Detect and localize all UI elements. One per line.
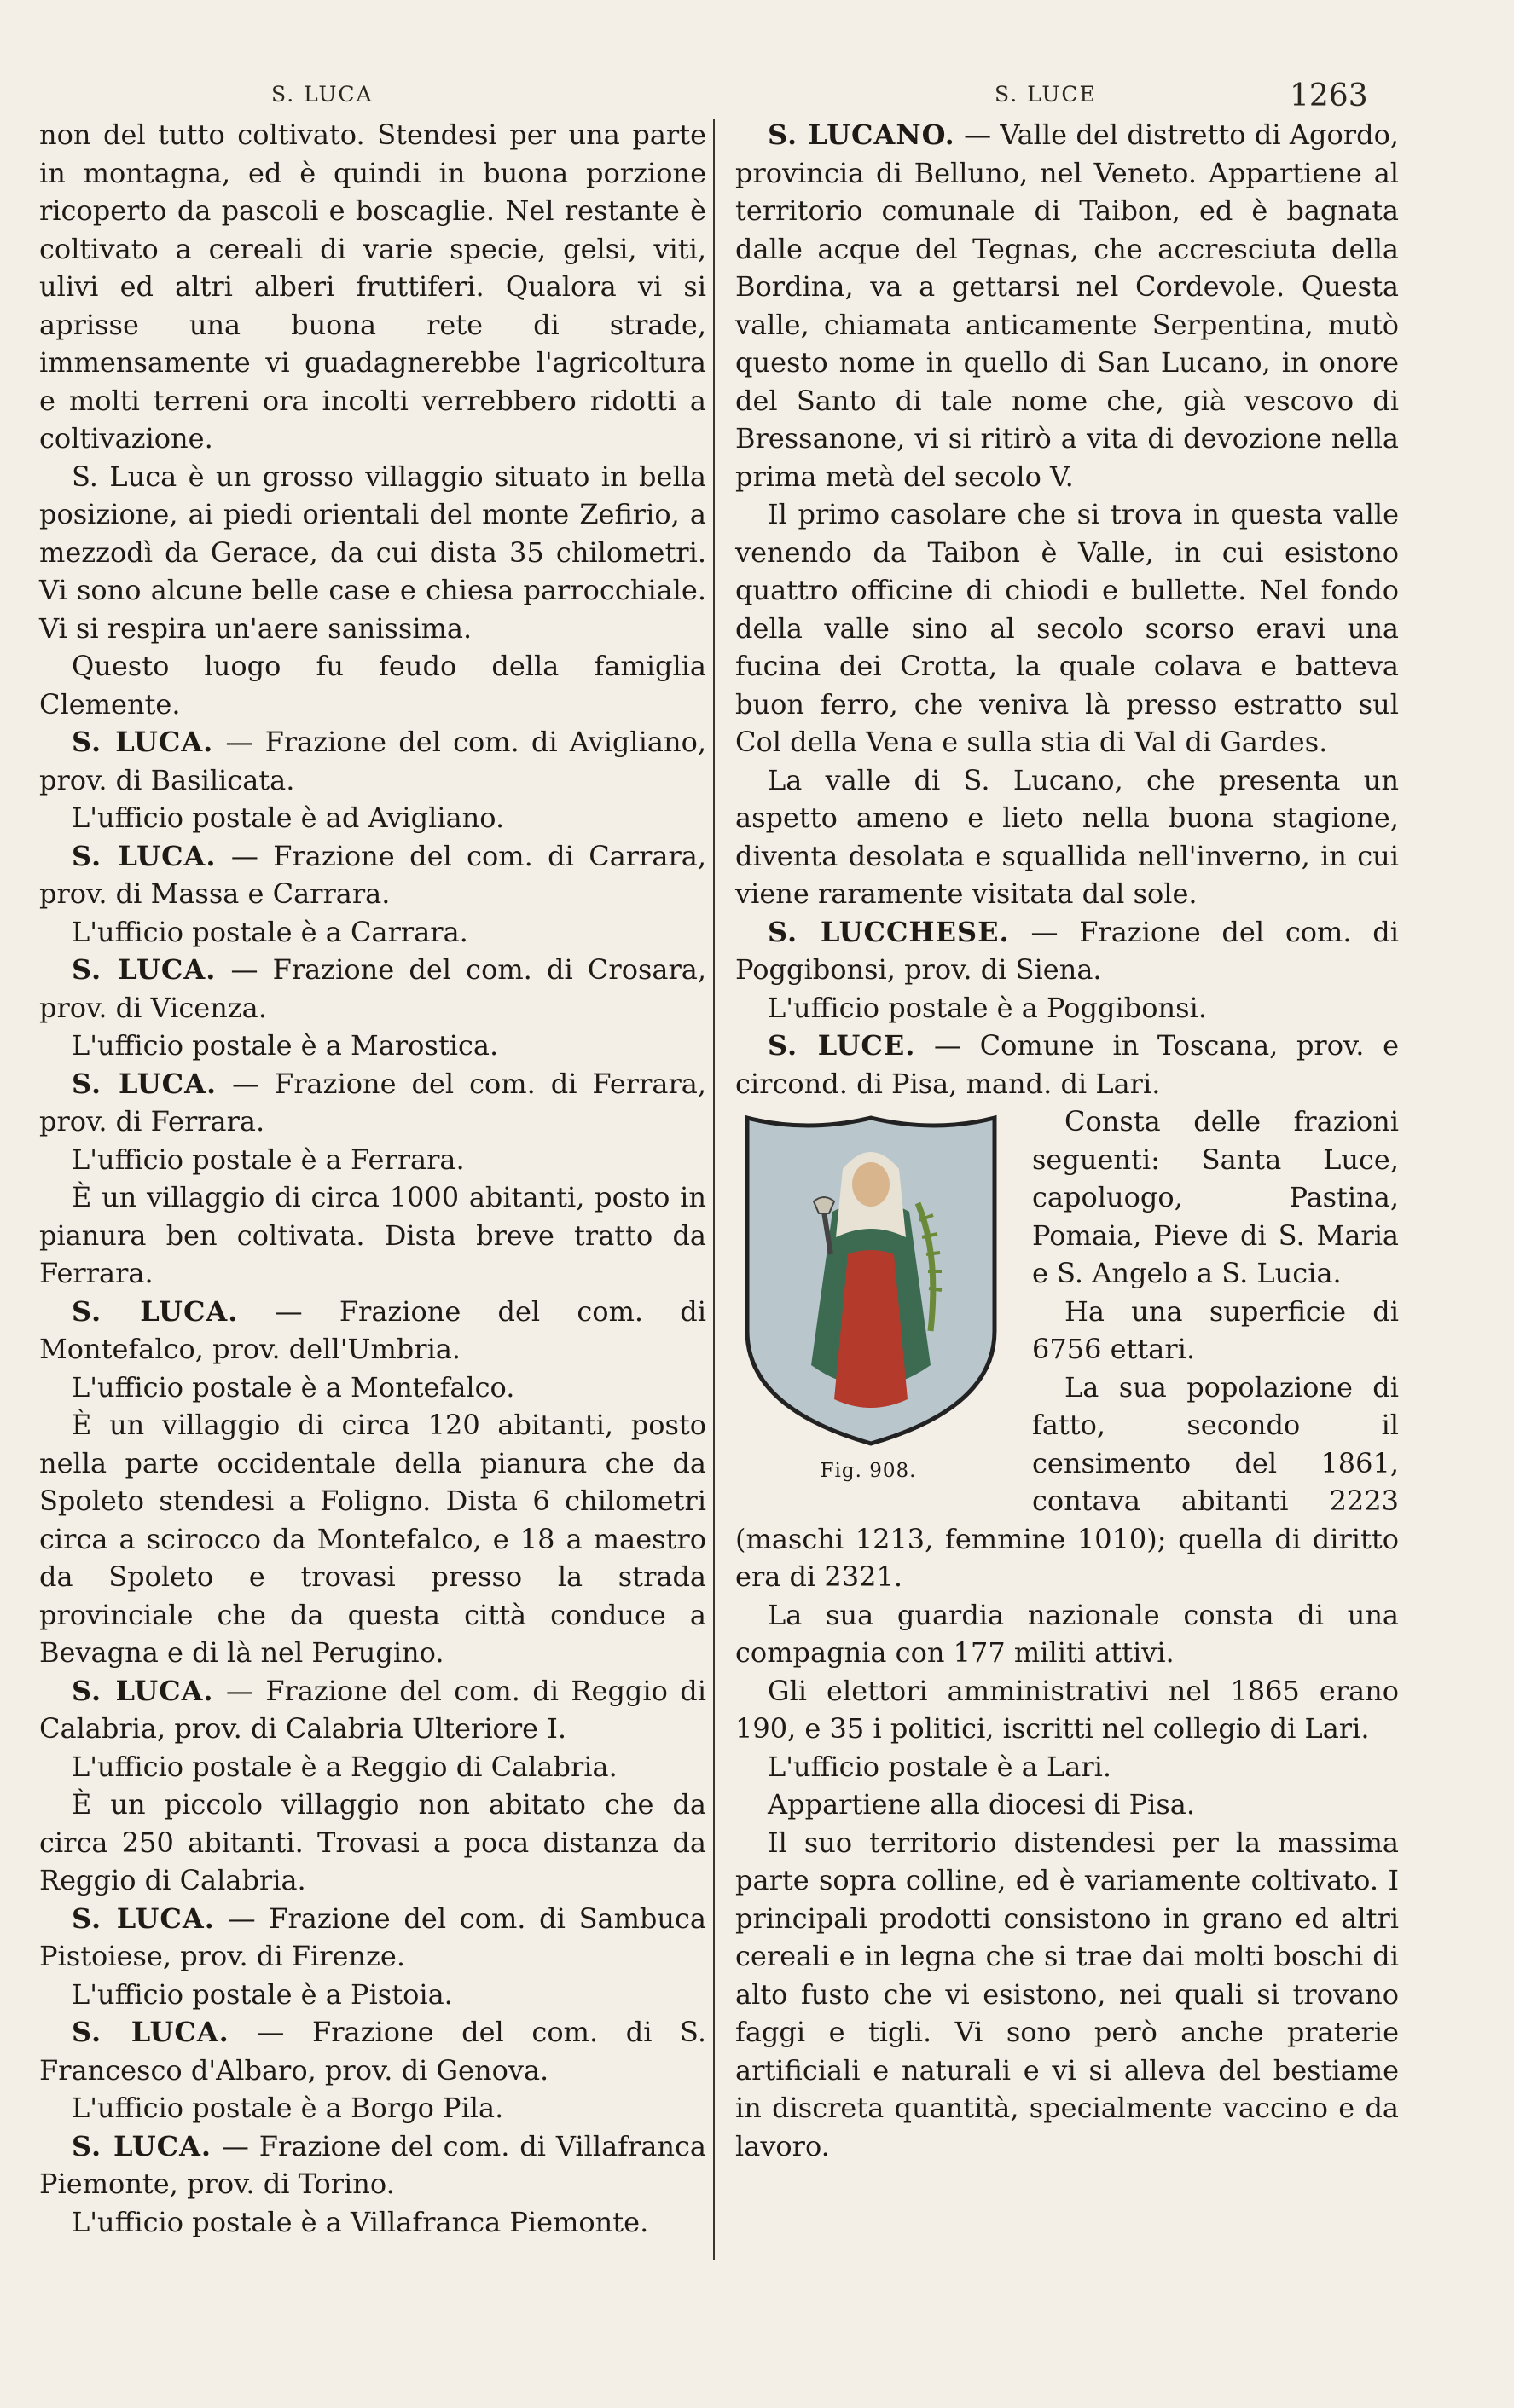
paragraph-text: L'ufficio postale è a Borgo Pila. [72, 2092, 504, 2124]
paragraph-text: È un piccolo villaggio non abitato che da circa 250 abitanti. Trovasi a poca distanza da Reggio di Calabria. [39, 1788, 706, 1896]
paragraph-text: L'ufficio postale è a Villafranca Piemonte. [72, 2205, 649, 2238]
paragraph-text: — Frazione del com. di S. Francesco d'Albaro, prov. di Genova. [39, 2016, 707, 2087]
entry-paragraph [39, 1672, 706, 1748]
paragraph-text: Il suo territorio distendesi per la massima parte sopra colline, ed è variamente coltivato. I principali prodotti consistono in grano ed altri cereali e in legna che si trae dai molti boschi di alto fusto che vi esistono, nei quali si trovano faggi e tigli. Vi sono però anche praterie artificiali e naturali e vi si alleva del bestiame in discreta quantità, specialmente vaccino e da lavoro. [735, 1826, 1399, 2162]
paragraph-text: — Frazione del com. di Carrara, prov. di Massa e Carrara. [39, 839, 707, 910]
paragraph-text: — Frazione del com. di Villafranca Piemonte, prov. di Torino. [39, 2129, 707, 2200]
paragraph-text: La sua guardia nazionale consta di una compagnia con 177 militi attivi. [735, 1598, 1399, 1669]
right-column [735, 116, 1399, 2165]
right-column-bottom-entries [735, 1596, 1399, 2166]
entry-headword: S. LUCANO. [768, 119, 955, 151]
text-paragraph [39, 1027, 706, 1065]
paragraph-text: — Frazione del com. di Crosara, prov. di Vicenza. [39, 953, 707, 1024]
paragraph-text: L'ufficio postale è a Ferrara. [72, 1143, 465, 1176]
paragraph-text: — Frazione del com. di Sambuca Pistoiese, prov. di Firenze. [39, 1902, 707, 1972]
left-column [39, 116, 706, 2241]
santa-luce-coat-of-arms-illustration [739, 1109, 1003, 1450]
coat-of-arms-figure [732, 1103, 1022, 1486]
text-paragraph [735, 1672, 1399, 1748]
page-number: 1263 [1290, 78, 1368, 113]
text-paragraph [39, 1369, 706, 1407]
text-paragraph [39, 116, 706, 458]
paragraph-text: La sua popolazione di fatto, secondo il censimento del 1861, contava abitanti 2223 (maschi 1213, femmine 1010); quella di diritto era di 2321. [735, 1370, 1399, 1593]
text-paragraph [39, 1178, 706, 1293]
entry-paragraph [735, 116, 1399, 495]
paragraph-text: Questo luogo fu feudo della famiglia Clemente. [39, 650, 706, 721]
entry-paragraph [39, 2013, 706, 2089]
paragraph-text: Consta delle frazioni seguenti: Santa Luce, capoluogo, Pastina, Pomaia, Pieve di S. Maria e S. Angelo a S. Lucia. [1032, 1105, 1399, 1289]
paragraph-text: Il primo casolare che si trova in questa valle venendo da Taibon è Valle, in cui esistono quattro officine di chiodi e bullette. Nel fondo della valle sino al secolo scorso eravi una fucina dei Crotta, la quale colava e batteva buon ferro, che veniva là presso estratto sul Col della Vena e sulla stia di Val di Gardes. [735, 498, 1399, 758]
text-paragraph [39, 1141, 706, 1179]
paragraph-text: È un villaggio di circa 1000 abitanti, posto in pianura ben coltivata. Dista breve tratto da Ferrara. [39, 1181, 706, 1289]
entry-headword: S. LUCA. [72, 1294, 239, 1328]
entry-headword: S. LUCA. [72, 2129, 212, 2162]
paragraph-text: L'ufficio postale è a Reggio di Calabria. [72, 1750, 618, 1783]
running-header-middle: S. LUCE [995, 82, 1097, 107]
text-paragraph [735, 989, 1399, 1027]
paragraph-text: Appartiene alla diocesi di Pisa. [768, 1788, 1195, 1820]
text-paragraph [39, 2203, 706, 2242]
entry-paragraph [735, 1027, 1399, 1103]
entry-headword: S. LUCA. [72, 726, 214, 758]
text-paragraph [735, 495, 1399, 761]
entry-headword: S. LUCA. [72, 839, 217, 872]
entry-paragraph [39, 1900, 706, 1976]
paragraph-text: L'ufficio postale è a Pistoia. [72, 1977, 453, 2011]
paragraph-text: — Frazione del com. di Avigliano, prov. di Basilicata. [39, 726, 707, 796]
paragraph-text: L'ufficio postale è a Carrara. [72, 915, 468, 948]
column-divider [713, 119, 715, 2260]
paragraph-text: S. Luca è un grosso villaggio situato in bella posizione, ai piedi orientali del monte Zefirio, a mezzodì da Gerace, da cui dista 35 chilometri. Vi sono alcune belle case e chiesa parrocchiale. Vi si respira un'aere sanissima. [39, 460, 706, 645]
figure-caption: Fig. 908. [820, 1460, 917, 1482]
text-paragraph [39, 647, 706, 723]
text-paragraph [39, 1406, 706, 1672]
entry-headword: S. LUCA. [72, 1902, 215, 1935]
text-paragraph [735, 1596, 1399, 1672]
text-paragraph [39, 2089, 706, 2127]
paragraph-text: Ha una superficie di 6756 ettari. [1032, 1294, 1399, 1365]
paragraph-text: L'ufficio postale è ad Avigliano. [72, 802, 505, 834]
running-header-left: S. LUCA [271, 82, 374, 107]
paragraph-text: La valle di S. Lucano, che presenta un aspetto ameno e lieto nella buona stagione, diventa desolata e squallida nell'inverno, in cui viene raramente visitata dal sole. [735, 763, 1399, 910]
paragraph-text: non del tutto coltivato. Stendesi per una parte in montagna, ed è quindi in buona porzione ricoperto da pascoli e boscaglie. Nel restante è coltivato a cereali di varie specie, gelsi, viti, ulivi ed altri alberi fruttiferi. Qualora vi si aprisse una buona rete di strade, immensamente vi guadagnerebbe l'agricoltura e molti terreni ora incolti verrebbero ridotti a coltivazione. [39, 119, 706, 454]
entry-paragraph [735, 913, 1399, 989]
entry-headword: S. LUCCHESE. [768, 915, 1010, 948]
entry-paragraph [39, 951, 706, 1027]
paragraph-text: — Frazione del com. di Montefalco, prov. dell'Umbria. [39, 1294, 707, 1365]
paragraph-text: — Frazione del com. di Ferrara, prov. di Ferrara. [39, 1067, 707, 1137]
entry-paragraph [39, 837, 706, 913]
paragraph-text: — Frazione del com. di Reggio di Calabria, prov. di Calabria Ulteriore I. [39, 1674, 707, 1745]
paragraph-text: — Comune in Toscana, prov. e circond. di Pisa, mand. di Lari. [735, 1029, 1400, 1100]
face-shape [852, 1162, 890, 1207]
entry-paragraph [39, 2127, 706, 2203]
right-column-top-entries [735, 116, 1399, 1103]
text-paragraph [735, 1786, 1399, 1824]
entry-headword: S. LUCA. [72, 2016, 229, 2048]
paragraph-text: L'ufficio postale è a Marostica. [72, 1029, 499, 1062]
text-paragraph [39, 913, 706, 952]
paragraph-text: — Valle del distretto di Agordo, provincia di Belluno, nel Veneto. Appartiene al territorio comunale di Taibon, ed è bagnata dalle acque del Tegnas, che accresciuta della Bordina, va a gettarsi nel Cordevole. Questa valle, chiamata anticamente Serpentina, mutò questo nome in quello di San Lucano, in onore del Santo di tale nome che, già vescovo di Bressanone, vi si ritirò a vita di devozione nella prima metà del secolo V. [735, 119, 1400, 493]
text-paragraph [735, 1748, 1399, 1786]
entry-paragraph [39, 723, 706, 799]
paragraph-text: L'ufficio postale è a Poggibonsi. [768, 991, 1207, 1024]
paragraph-text: L'ufficio postale è a Lari. [768, 1750, 1112, 1783]
entry-paragraph [39, 1293, 706, 1369]
text-paragraph [39, 799, 706, 837]
paragraph-text: — Frazione del com. di Poggibonsi, prov. di Siena. [735, 915, 1399, 986]
paragraph-text: Gli elettori amministrativi nel 1865 erano 190, e 35 i politici, iscritti nel collegio di Lari. [735, 1674, 1399, 1745]
paragraph-text: È un villaggio di circa 120 abitanti, posto nella parte occidentale della pianura che da Spoleto stendesi a Foligno. Dista 6 chilometri circa a scirocco da Montefalco, e 18 a maestro da Spoleto e trovasi presso la strada provinciale che da questa città conduce a Bevagna e di là nel Perugino. [39, 1409, 706, 1669]
text-paragraph [735, 1824, 1399, 2166]
text-paragraph [39, 1786, 706, 1900]
paragraph-text: L'ufficio postale è a Montefalco. [72, 1370, 515, 1404]
entry-headword: S. LUCA. [72, 953, 217, 986]
entry-headword: S. LUCA. [72, 1674, 214, 1707]
text-paragraph [735, 761, 1399, 913]
entry-headword: S. LUCE. [768, 1029, 916, 1062]
text-paragraph [39, 458, 706, 648]
entry-headword: S. LUCA. [72, 1067, 218, 1100]
entry-paragraph [39, 1065, 706, 1141]
text-paragraph [39, 1748, 706, 1786]
text-paragraph [39, 1976, 706, 2014]
